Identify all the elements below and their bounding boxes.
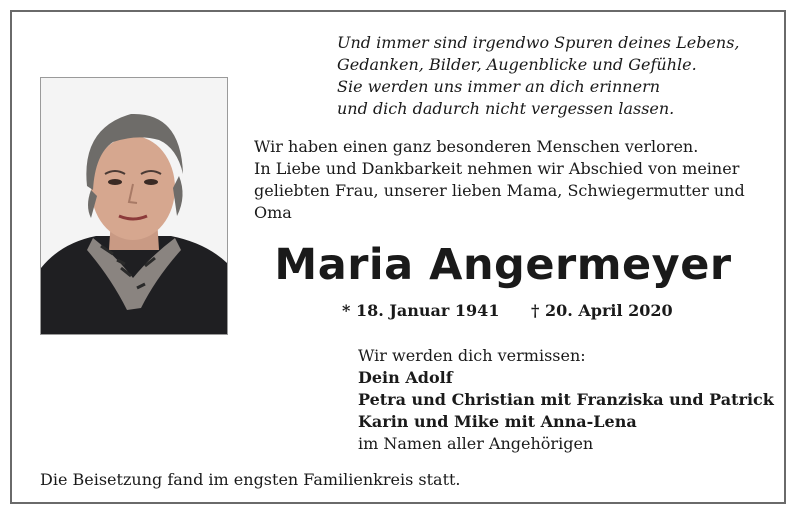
intro-line: geliebten Frau, unserer lieben Mama, Schwiegermutter und [254, 181, 745, 200]
intro-line: Wir haben einen ganz besonderen Menschen verloren. [254, 137, 699, 156]
burial-notice: Die Beisetzung fand im engsten Familienkreis statt. [40, 470, 461, 489]
mourner-name: Dein Adolf [358, 368, 453, 387]
poem-line: und dich dadurch nicht vergessen lassen. [337, 99, 675, 118]
intro-line: Oma [254, 203, 292, 222]
portrait-photo [40, 77, 228, 335]
obituary-frame [10, 10, 786, 504]
birth-date: * 18. Januar 1941 [342, 301, 500, 320]
intro-text [254, 136, 774, 224]
life-dates [342, 300, 673, 322]
poem-line: Und immer sind irgendwo Spuren deines Lebens, [337, 33, 740, 52]
mourners-heading: Wir werden dich vermissen: [358, 346, 586, 365]
mourners-closing: im Namen aller Angehörigen [358, 434, 594, 453]
deceased-name: Maria Angermeyer [274, 240, 732, 290]
mourner-name: Karin und Mike mit Anna-Lena [358, 412, 637, 431]
memorial-poem [337, 32, 777, 120]
intro-line: In Liebe und Dankbarkeit nehmen wir Abschied von meiner [254, 159, 740, 178]
poem-line: Gedanken, Bilder, Augenblicke und Gefühle. [337, 55, 697, 74]
portrait-illustration [41, 78, 227, 334]
poem-line: Sie werden uns immer an dich erinnern [337, 77, 661, 96]
mourner-name: Petra und Christian mit Franziska und Patrick [358, 390, 774, 409]
mourners-list [358, 345, 774, 455]
death-date: † 20. April 2020 [531, 301, 673, 320]
